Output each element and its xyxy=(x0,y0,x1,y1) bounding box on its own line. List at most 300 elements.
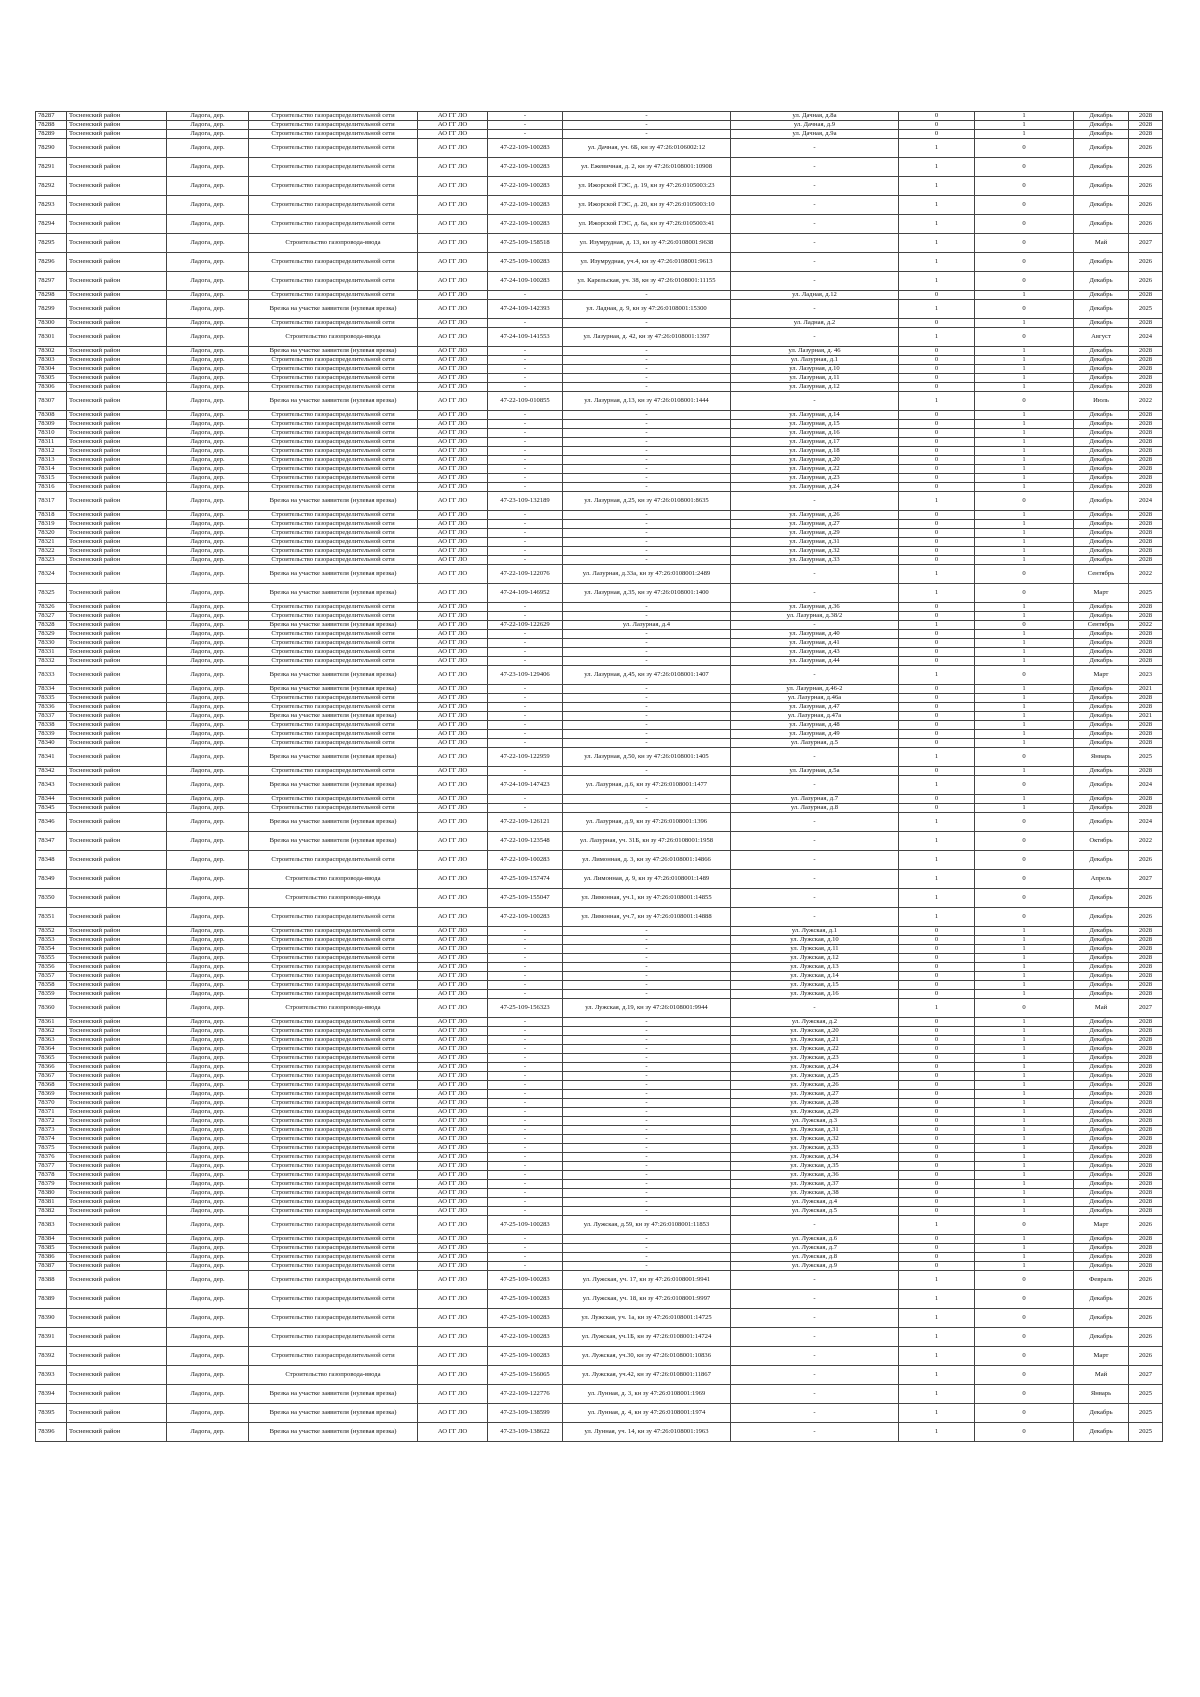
land-plot-cell: ул. Лужская, уч.30, кн зу 47:26:0108001:10836 xyxy=(563,1347,731,1366)
planned-count-cell: 1 xyxy=(975,520,1074,529)
contract-number-cell: 47-25-109-156065 xyxy=(488,1366,563,1385)
address-cell: ул. Лужская, д.37 xyxy=(731,1180,899,1189)
work-type-cell: Строительство газораспределительной сети xyxy=(249,319,418,328)
table-row xyxy=(36,420,1163,429)
organization-cell: АО ГГ ЛО xyxy=(418,657,488,666)
row-number-cell: 78319 xyxy=(36,520,67,529)
year-cell: 2028 xyxy=(1129,1081,1163,1090)
gas-connection-register-table xyxy=(35,111,1163,1442)
land-plot-cell: ул. Лунная, уч. 14, кн зу 47:26:0108001:1963 xyxy=(563,1423,731,1442)
work-type-cell: Строительство газораспределительной сети xyxy=(249,795,418,804)
address-cell: - xyxy=(731,1290,899,1309)
organization-cell: АО ГГ ЛО xyxy=(418,1144,488,1153)
planned-count-cell: 1 xyxy=(975,630,1074,639)
address-cell: ул. Ладная, д.12 xyxy=(731,291,899,300)
organization-cell: АО ГГ ЛО xyxy=(418,999,488,1018)
land-plot-cell: - xyxy=(563,1063,731,1072)
planned-count-cell: 1 xyxy=(975,1262,1074,1271)
year-cell: 2028 xyxy=(1129,1135,1163,1144)
planned-count-cell: 1 xyxy=(975,603,1074,612)
land-plot-cell: ул. Лазурная, уч. 31Б, кн зу 47:26:0108001:1958 xyxy=(563,832,731,851)
contract-number-cell: 47-22-109-122076 xyxy=(488,565,563,584)
address-cell: ул. Лазурная, д.10 xyxy=(731,365,899,374)
month-cell: Декабрь xyxy=(1074,1189,1129,1198)
land-plot-cell: - xyxy=(563,804,731,813)
district-cell: Тосненский район xyxy=(67,447,167,456)
organization-cell: АО ГГ ЛО xyxy=(418,520,488,529)
work-type-cell: Строительство газораспределительной сети xyxy=(249,139,418,158)
settlement-cell: Ладога, дер. xyxy=(167,511,249,520)
land-plot-cell: ул. Дачная, уч. 6Б, кн зу 47:26:0106002:12 xyxy=(563,139,731,158)
land-plot-cell: ул. Лазурная, д. 42, кн зу 47:26:0108001:1397 xyxy=(563,328,731,347)
connected-count-cell: 1 xyxy=(899,1423,975,1442)
contract-number-cell: 47-23-109-129406 xyxy=(488,666,563,685)
planned-count-cell: 1 xyxy=(975,438,1074,447)
connected-count-cell: 0 xyxy=(899,1081,975,1090)
connected-count-cell: 1 xyxy=(899,1290,975,1309)
row-number-cell: 78349 xyxy=(36,870,67,889)
address-cell: ул. Лазурная, д.47 xyxy=(731,703,899,712)
register-sheet xyxy=(35,111,1162,1442)
planned-count-cell: 1 xyxy=(975,927,1074,936)
district-cell: Тосненский район xyxy=(67,139,167,158)
month-cell: Декабрь xyxy=(1074,365,1129,374)
year-cell: 2026 xyxy=(1129,851,1163,870)
district-cell: Тосненский район xyxy=(67,130,167,139)
land-plot-cell: - xyxy=(563,694,731,703)
table-row xyxy=(36,795,1163,804)
table-row xyxy=(36,365,1163,374)
settlement-cell: Ладога, дер. xyxy=(167,694,249,703)
row-number-cell: 78380 xyxy=(36,1189,67,1198)
organization-cell: АО ГГ ЛО xyxy=(418,196,488,215)
planned-count-cell: 1 xyxy=(975,291,1074,300)
table-row xyxy=(36,712,1163,721)
year-cell: 2024 xyxy=(1129,813,1163,832)
row-number-cell: 78378 xyxy=(36,1171,67,1180)
planned-count-cell: 0 xyxy=(975,565,1074,584)
address-cell: ул. Лужская, д.33 xyxy=(731,1144,899,1153)
table-row xyxy=(36,538,1163,547)
address-cell: ул. Лужская, д.35 xyxy=(731,1162,899,1171)
row-number-cell: 78350 xyxy=(36,889,67,908)
planned-count-cell: 1 xyxy=(975,1171,1074,1180)
contract-number-cell: - xyxy=(488,1036,563,1045)
connected-count-cell: 0 xyxy=(899,1189,975,1198)
address-cell: ул. Лазурная, д.16 xyxy=(731,429,899,438)
row-number-cell: 78357 xyxy=(36,972,67,981)
connected-count-cell: 1 xyxy=(899,832,975,851)
work-type-cell: Строительство газораспределительной сети xyxy=(249,990,418,999)
year-cell: 2028 xyxy=(1129,1117,1163,1126)
table-row xyxy=(36,383,1163,392)
month-cell: Октябрь xyxy=(1074,832,1129,851)
month-cell: Декабрь xyxy=(1074,112,1129,121)
district-cell: Тосненский район xyxy=(67,356,167,365)
settlement-cell: Ладога, дер. xyxy=(167,392,249,411)
work-type-cell: Строительство газораспределительной сети xyxy=(249,1328,418,1347)
land-plot-cell: - xyxy=(563,347,731,356)
organization-cell: АО ГГ ЛО xyxy=(418,730,488,739)
year-cell: 2025 xyxy=(1129,300,1163,319)
work-type-cell: Строительство газопровода-ввода xyxy=(249,889,418,908)
month-cell: Декабрь xyxy=(1074,1153,1129,1162)
year-cell: 2028 xyxy=(1129,1198,1163,1207)
connected-count-cell: 1 xyxy=(899,999,975,1018)
address-cell: ул. Лужская, д.8 xyxy=(731,1253,899,1262)
organization-cell: АО ГГ ЛО xyxy=(418,1404,488,1423)
address-cell: ул. Лужская, д.31 xyxy=(731,1126,899,1135)
connected-count-cell: 0 xyxy=(899,639,975,648)
settlement-cell: Ладога, дер. xyxy=(167,1063,249,1072)
land-plot-cell: - xyxy=(563,1189,731,1198)
connected-count-cell: 0 xyxy=(899,365,975,374)
work-type-cell: Строительство газораспределительной сети xyxy=(249,511,418,520)
contract-number-cell: - xyxy=(488,945,563,954)
contract-number-cell: - xyxy=(488,954,563,963)
connected-count-cell: 0 xyxy=(899,429,975,438)
contract-number-cell: - xyxy=(488,1235,563,1244)
land-plot-cell: - xyxy=(563,927,731,936)
settlement-cell: Ладога, дер. xyxy=(167,215,249,234)
work-type-cell: Строительство газораспределительной сети xyxy=(249,556,418,565)
year-cell: 2028 xyxy=(1129,483,1163,492)
connected-count-cell: 0 xyxy=(899,474,975,483)
work-type-cell: Строительство газораспределительной сети xyxy=(249,721,418,730)
address-cell: - xyxy=(731,1309,899,1328)
row-number-cell: 78338 xyxy=(36,721,67,730)
district-cell: Тосненский район xyxy=(67,1180,167,1189)
land-plot-cell: - xyxy=(563,465,731,474)
settlement-cell: Ладога, дер. xyxy=(167,1117,249,1126)
district-cell: Тосненский район xyxy=(67,328,167,347)
district-cell: Тосненский район xyxy=(67,908,167,927)
land-plot-cell: - xyxy=(563,383,731,392)
land-plot-cell: - xyxy=(563,1153,731,1162)
work-type-cell: Строительство газораспределительной сети xyxy=(249,130,418,139)
address-cell: ул. Лужская, д.25 xyxy=(731,1072,899,1081)
contract-number-cell: - xyxy=(488,529,563,538)
table-row xyxy=(36,328,1163,347)
planned-count-cell: 1 xyxy=(975,1207,1074,1216)
planned-count-cell: 1 xyxy=(975,1063,1074,1072)
row-number-cell: 78373 xyxy=(36,1126,67,1135)
district-cell: Тосненский район xyxy=(67,1162,167,1171)
month-cell: Декабрь xyxy=(1074,963,1129,972)
land-plot-cell: ул. Изумрудная, д. 13, кн зу 47:26:0108001:9638 xyxy=(563,234,731,253)
month-cell: Декабрь xyxy=(1074,1180,1129,1189)
connected-count-cell: 0 xyxy=(899,1153,975,1162)
organization-cell: АО ГГ ЛО xyxy=(418,1216,488,1235)
planned-count-cell: 0 xyxy=(975,253,1074,272)
month-cell: Декабрь xyxy=(1074,657,1129,666)
table-row xyxy=(36,1328,1163,1347)
month-cell: Декабрь xyxy=(1074,158,1129,177)
land-plot-cell: ул. Лазурная, д.6, кн зу 47:26:0108001:1477 xyxy=(563,776,731,795)
work-type-cell: Строительство газораспределительной сети xyxy=(249,1309,418,1328)
row-number-cell: 78333 xyxy=(36,666,67,685)
district-cell: Тосненский район xyxy=(67,1189,167,1198)
contract-number-cell: - xyxy=(488,112,563,121)
organization-cell: АО ГГ ЛО xyxy=(418,1054,488,1063)
year-cell: 2028 xyxy=(1129,538,1163,547)
table-row xyxy=(36,908,1163,927)
district-cell: Тосненский район xyxy=(67,1027,167,1036)
organization-cell: АО ГГ ЛО xyxy=(418,511,488,520)
district-cell: Тосненский район xyxy=(67,1117,167,1126)
district-cell: Тосненский район xyxy=(67,158,167,177)
contract-number-cell: - xyxy=(488,465,563,474)
settlement-cell: Ладога, дер. xyxy=(167,420,249,429)
land-plot-cell: - xyxy=(563,121,731,130)
row-number-cell: 78385 xyxy=(36,1244,67,1253)
work-type-cell: Строительство газораспределительной сети xyxy=(249,1171,418,1180)
row-number-cell: 78355 xyxy=(36,954,67,963)
organization-cell: АО ГГ ЛО xyxy=(418,1235,488,1244)
organization-cell: АО ГГ ЛО xyxy=(418,945,488,954)
planned-count-cell: 0 xyxy=(975,889,1074,908)
organization-cell: АО ГГ ЛО xyxy=(418,438,488,447)
land-plot-cell: - xyxy=(563,730,731,739)
district-cell: Тосненский район xyxy=(67,851,167,870)
contract-number-cell: - xyxy=(488,1153,563,1162)
work-type-cell: Строительство газораспределительной сети xyxy=(249,703,418,712)
month-cell: Декабрь xyxy=(1074,804,1129,813)
district-cell: Тосненский район xyxy=(67,1309,167,1328)
organization-cell: АО ГГ ЛО xyxy=(418,130,488,139)
land-plot-cell: - xyxy=(563,438,731,447)
organization-cell: АО ГГ ЛО xyxy=(418,112,488,121)
land-plot-cell: - xyxy=(563,1207,731,1216)
contract-number-cell: - xyxy=(488,356,563,365)
settlement-cell: Ладога, дер. xyxy=(167,621,249,630)
address-cell: ул. Лазурная, д.32 xyxy=(731,547,899,556)
connected-count-cell: 1 xyxy=(899,328,975,347)
month-cell: Декабрь xyxy=(1074,383,1129,392)
month-cell: Август xyxy=(1074,328,1129,347)
settlement-cell: Ладога, дер. xyxy=(167,291,249,300)
settlement-cell: Ладога, дер. xyxy=(167,612,249,621)
work-type-cell: Строительство газораспределительной сети xyxy=(249,954,418,963)
address-cell: - xyxy=(731,776,899,795)
year-cell: 2028 xyxy=(1129,945,1163,954)
connected-count-cell: 0 xyxy=(899,511,975,520)
address-cell: ул. Ладная, д.2 xyxy=(731,319,899,328)
table-row xyxy=(36,1180,1163,1189)
table-row xyxy=(36,1045,1163,1054)
settlement-cell: Ладога, дер. xyxy=(167,630,249,639)
work-type-cell: Строительство газопровода-ввода xyxy=(249,870,418,889)
table-row xyxy=(36,767,1163,776)
row-number-cell: 78356 xyxy=(36,963,67,972)
connected-count-cell: 0 xyxy=(899,1244,975,1253)
organization-cell: АО ГГ ЛО xyxy=(418,1153,488,1162)
connected-count-cell: 1 xyxy=(899,253,975,272)
row-number-cell: 78305 xyxy=(36,374,67,383)
address-cell: ул. Лазурная, д.29 xyxy=(731,529,899,538)
table-row xyxy=(36,1072,1163,1081)
district-cell: Тосненский район xyxy=(67,547,167,556)
settlement-cell: Ладога, дер. xyxy=(167,139,249,158)
district-cell: Тосненский район xyxy=(67,1081,167,1090)
address-cell: - xyxy=(731,1347,899,1366)
contract-number-cell: - xyxy=(488,121,563,130)
address-cell: - xyxy=(731,1271,899,1290)
year-cell: 2026 xyxy=(1129,196,1163,215)
work-type-cell: Строительство газораспределительной сети xyxy=(249,1126,418,1135)
organization-cell: АО ГГ ЛО xyxy=(418,666,488,685)
district-cell: Тосненский район xyxy=(67,529,167,538)
settlement-cell: Ладога, дер. xyxy=(167,234,249,253)
district-cell: Тосненский район xyxy=(67,196,167,215)
district-cell: Тосненский район xyxy=(67,1126,167,1135)
contract-number-cell: - xyxy=(488,319,563,328)
land-plot-cell: - xyxy=(563,411,731,420)
month-cell: Декабрь xyxy=(1074,291,1129,300)
settlement-cell: Ладога, дер. xyxy=(167,456,249,465)
month-cell: Декабрь xyxy=(1074,990,1129,999)
table-row xyxy=(36,851,1163,870)
month-cell: Декабрь xyxy=(1074,347,1129,356)
planned-count-cell: 1 xyxy=(975,685,1074,694)
planned-count-cell: 1 xyxy=(975,1027,1074,1036)
organization-cell: АО ГГ ЛО xyxy=(418,420,488,429)
connected-count-cell: 1 xyxy=(899,666,975,685)
organization-cell: АО ГГ ЛО xyxy=(418,234,488,253)
land-plot-cell: - xyxy=(563,712,731,721)
work-type-cell: Строительство газораспределительной сети xyxy=(249,1189,418,1198)
row-number-cell: 78327 xyxy=(36,612,67,621)
year-cell: 2026 xyxy=(1129,1216,1163,1235)
district-cell: Тосненский район xyxy=(67,291,167,300)
year-cell: 2028 xyxy=(1129,981,1163,990)
month-cell: Декабрь xyxy=(1074,411,1129,420)
connected-count-cell: 0 xyxy=(899,291,975,300)
district-cell: Тосненский район xyxy=(67,121,167,130)
contract-number-cell: 47-22-109-122629 xyxy=(488,621,563,630)
address-cell: ул. Лазурная, д.41 xyxy=(731,639,899,648)
contract-number-cell: 47-22-109-100283 xyxy=(488,1328,563,1347)
row-number-cell: 78306 xyxy=(36,383,67,392)
row-number-cell: 78295 xyxy=(36,234,67,253)
table-row xyxy=(36,748,1163,767)
contract-number-cell: - xyxy=(488,739,563,748)
month-cell: Декабрь xyxy=(1074,374,1129,383)
connected-count-cell: 1 xyxy=(899,1309,975,1328)
planned-count-cell: 1 xyxy=(975,374,1074,383)
year-cell: 2028 xyxy=(1129,374,1163,383)
organization-cell: АО ГГ ЛО xyxy=(418,1117,488,1126)
row-number-cell: 78311 xyxy=(36,438,67,447)
contract-number-cell: 47-23-109-138599 xyxy=(488,1404,563,1423)
settlement-cell: Ладога, дер. xyxy=(167,1328,249,1347)
land-plot-cell: - xyxy=(563,954,731,963)
address-cell: ул. Лужская, д.34 xyxy=(731,1153,899,1162)
table-row xyxy=(36,492,1163,511)
organization-cell: АО ГГ ЛО xyxy=(418,272,488,291)
table-row xyxy=(36,739,1163,748)
work-type-cell: Строительство газораспределительной сети xyxy=(249,538,418,547)
address-cell: - xyxy=(731,748,899,767)
address-cell: ул. Лужская, д.6 xyxy=(731,1235,899,1244)
land-plot-cell: ул. Лунная, д. 3, кн зу 47:26:0108001:1969 xyxy=(563,1385,731,1404)
district-cell: Тосненский район xyxy=(67,1328,167,1347)
year-cell: 2028 xyxy=(1129,1144,1163,1153)
organization-cell: АО ГГ ЛО xyxy=(418,603,488,612)
settlement-cell: Ладога, дер. xyxy=(167,748,249,767)
land-plot-cell: - xyxy=(563,963,731,972)
row-number-cell: 78366 xyxy=(36,1063,67,1072)
address-cell: ул. Лазурная, д.5 xyxy=(731,739,899,748)
planned-count-cell: 1 xyxy=(975,981,1074,990)
planned-count-cell: 0 xyxy=(975,1216,1074,1235)
month-cell: Декабрь xyxy=(1074,936,1129,945)
address-cell: ул. Лужская, д.3 xyxy=(731,1117,899,1126)
district-cell: Тосненский район xyxy=(67,538,167,547)
month-cell: Декабрь xyxy=(1074,1235,1129,1244)
year-cell: 2028 xyxy=(1129,703,1163,712)
settlement-cell: Ладога, дер. xyxy=(167,1072,249,1081)
settlement-cell: Ладога, дер. xyxy=(167,1144,249,1153)
settlement-cell: Ладога, дер. xyxy=(167,121,249,130)
connected-count-cell: 0 xyxy=(899,739,975,748)
year-cell: 2028 xyxy=(1129,1108,1163,1117)
district-cell: Тосненский район xyxy=(67,272,167,291)
row-number-cell: 78346 xyxy=(36,813,67,832)
table-row xyxy=(36,1423,1163,1442)
work-type-cell: Строительство газораспределительной сети xyxy=(249,981,418,990)
settlement-cell: Ладога, дер. xyxy=(167,990,249,999)
contract-number-cell: 47-23-109-132189 xyxy=(488,492,563,511)
month-cell: Декабрь xyxy=(1074,253,1129,272)
contract-number-cell: - xyxy=(488,429,563,438)
table-row xyxy=(36,666,1163,685)
organization-cell: АО ГГ ЛО xyxy=(418,1126,488,1135)
settlement-cell: Ладога, дер. xyxy=(167,492,249,511)
settlement-cell: Ладога, дер. xyxy=(167,1135,249,1144)
month-cell: Декабрь xyxy=(1074,739,1129,748)
month-cell: Декабрь xyxy=(1074,438,1129,447)
planned-count-cell: 1 xyxy=(975,121,1074,130)
settlement-cell: Ладога, дер. xyxy=(167,730,249,739)
row-number-cell: 78314 xyxy=(36,465,67,474)
land-plot-cell: - xyxy=(563,1117,731,1126)
table-row xyxy=(36,603,1163,612)
address-cell: ул. Лазурная, д.46-2 xyxy=(731,685,899,694)
month-cell: Декабрь xyxy=(1074,474,1129,483)
land-plot-cell: - xyxy=(563,529,731,538)
table-row xyxy=(36,1262,1163,1271)
address-cell: ул. Лазурная, д.24 xyxy=(731,483,899,492)
work-type-cell: Строительство газораспределительной сети xyxy=(249,1207,418,1216)
year-cell: 2028 xyxy=(1129,612,1163,621)
row-number-cell: 78300 xyxy=(36,319,67,328)
settlement-cell: Ладога, дер. xyxy=(167,272,249,291)
year-cell: 2025 xyxy=(1129,1404,1163,1423)
work-type-cell: Строительство газораспределительной сети xyxy=(249,945,418,954)
table-row xyxy=(36,889,1163,908)
year-cell: 2028 xyxy=(1129,936,1163,945)
year-cell: 2028 xyxy=(1129,474,1163,483)
land-plot-cell: - xyxy=(563,1235,731,1244)
district-cell: Тосненский район xyxy=(67,1045,167,1054)
planned-count-cell: 0 xyxy=(975,748,1074,767)
month-cell: Декабрь xyxy=(1074,272,1129,291)
settlement-cell: Ладога, дер. xyxy=(167,1153,249,1162)
organization-cell: АО ГГ ЛО xyxy=(418,694,488,703)
year-cell: 2028 xyxy=(1129,556,1163,565)
work-type-cell: Строительство газораспределительной сети xyxy=(249,1253,418,1262)
